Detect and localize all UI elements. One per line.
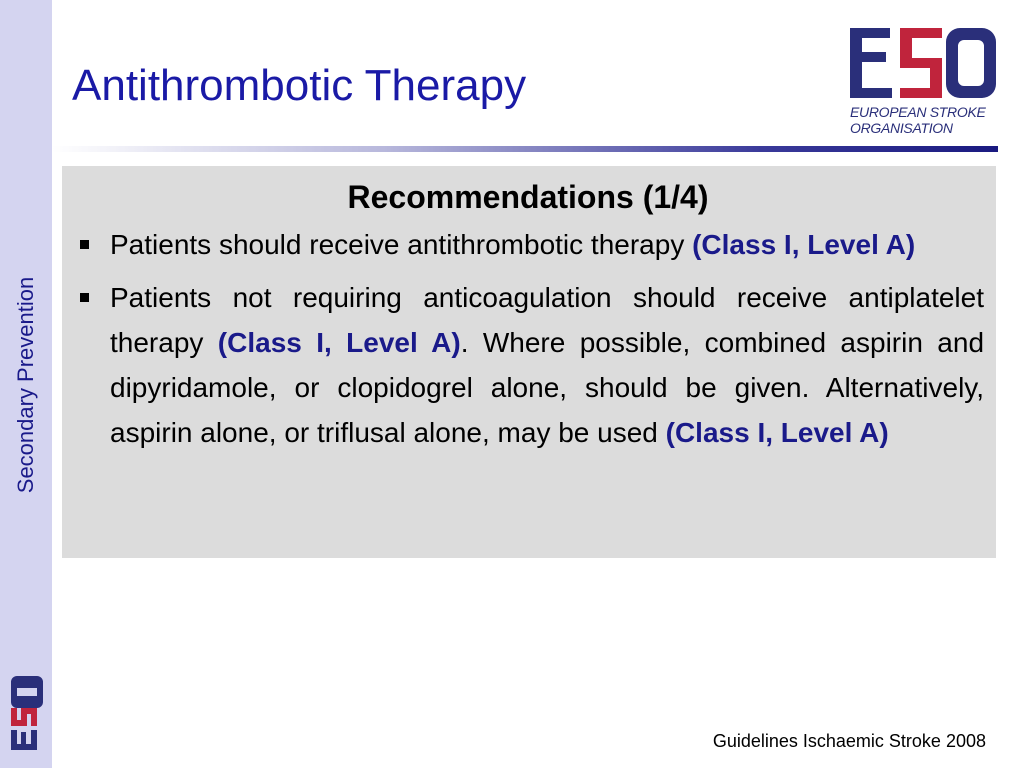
recommendations-heading: Recommendations (1/4) [347,179,709,215]
recommendation-item [72,275,984,455]
bullet-square-icon [80,293,89,302]
slide-title: Antithrombotic Therapy [72,61,527,110]
eso-logo-icon [848,24,998,104]
logo-subtitle-line2: ORGANISATION [850,120,953,136]
recommendation-item [72,222,984,267]
recommendations-list [72,222,984,455]
section-label: Secondary Prevention [13,276,38,494]
logo-subtitle-line1: EUROPEAN STROKE [850,104,986,120]
title-divider [52,146,998,152]
evidence-class-label: (Class I, Level A) [692,229,916,260]
recommendation-text: . Where possible, combined aspirin and dipyridamole, or clopidogrel alone, should be given. Alternatively, aspirin alone, or triflusal alone, may be used [110,327,985,448]
recommendations-box [62,166,996,558]
eso-small-logo-icon [6,672,48,752]
recommendation-text: Patients not requiring anticoagulation should receive antiplatelet therapy [110,282,984,358]
left-sidebar [0,0,52,768]
eso-logo [848,24,1000,146]
footer-text: Guidelines Ischaemic Stroke 2008 [712,731,986,751]
bullet-square-icon [80,240,89,249]
evidence-class-label: (Class I, Level A) [665,417,889,448]
evidence-class-label: (Class I, Level A) [217,327,461,358]
recommendation-text: Patients should receive antithrombotic therapy [110,229,693,260]
